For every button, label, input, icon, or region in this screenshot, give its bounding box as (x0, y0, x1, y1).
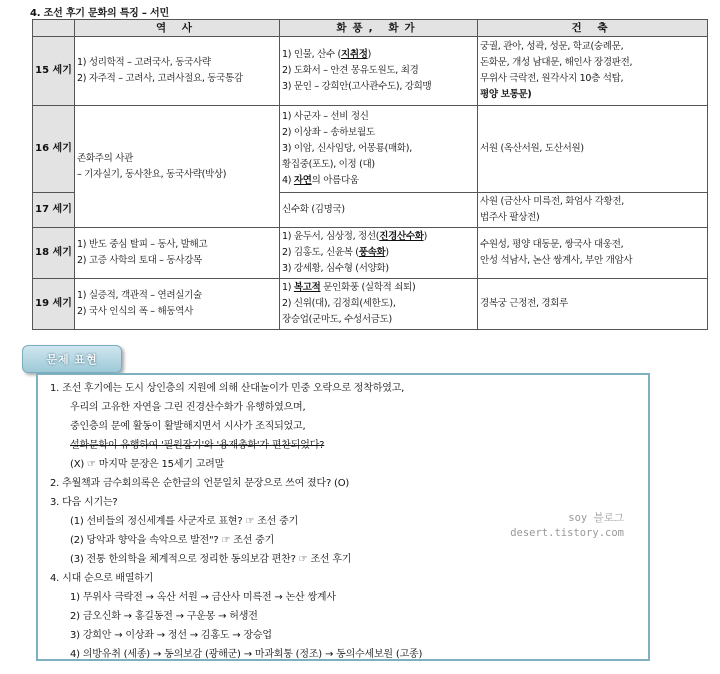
practice-line: 설화문학이 유행하여 '필원잡기'와 '용재총화'가 편찬되었다? (70, 440, 325, 451)
painting-text: 4) (282, 175, 294, 186)
painting-line (282, 296, 475, 312)
painting-line (282, 141, 475, 157)
century-cell: 19 세기 (33, 279, 75, 330)
header-painting: 화풍, 화가 (280, 20, 478, 37)
painting-text: 1) 인물, 산수 ( (282, 49, 341, 60)
history-line: 2) 자주적 – 고려사, 고려사절요, 동국통감 (77, 73, 243, 84)
history-cell (75, 37, 280, 106)
watermark-blog-url: desert.tistory.com (510, 527, 624, 539)
culture-table (32, 19, 708, 330)
history-cell (75, 228, 280, 279)
table-row (33, 228, 708, 279)
table-row (33, 279, 708, 330)
practice-line: 3) 강희안 → 이상좌 → 정선 → 김홍도 → 장승업 (70, 630, 272, 641)
painting-cell (280, 37, 478, 106)
emphasized-term: 자연 (293, 175, 312, 186)
painting-text: ) (367, 49, 372, 60)
practice-line: 1. 조선 후기에는 도시 상인층의 지원에 의해 산대놀이가 민중 오락으로 정착하였고, (50, 383, 405, 394)
painting-line (282, 229, 475, 245)
practice-line: 우리의 고유한 자연을 그린 진경산수화가 유행하였으며, (70, 402, 306, 413)
painting-cell (280, 106, 478, 193)
practice-line: 4. 시대 순으로 배열하기 (50, 573, 154, 584)
painting-line (282, 261, 475, 277)
painting-text: 문인화풍 (실학적 쇠퇴) (320, 282, 416, 293)
architecture-cell (478, 193, 708, 228)
table-row (33, 37, 708, 106)
header-architecture: 건 축 (478, 20, 708, 37)
painting-text: 신수화 (김명국) (282, 204, 345, 215)
practice-title-tab: 문제 표현 (22, 345, 122, 373)
emphasized-term: 진경산수화 (379, 231, 424, 242)
table-row (33, 106, 708, 193)
practice-line: 2. 추월책과 금수회의록은 순한글의 언문일치 문장으로 쓰여 졌다? (O) (50, 478, 350, 489)
painting-line (282, 173, 475, 189)
practice-line: (1) 선비들의 정신세계를 사군자로 표현? ☞ 조선 중기 (70, 516, 299, 527)
practice-line: 2) 금오신화 → 홍길동전 → 구운몽 → 허생전 (70, 611, 258, 622)
painting-cell (280, 228, 478, 279)
painting-line (282, 47, 475, 63)
architecture-cell (478, 37, 708, 106)
history-line: 존화주의 사관 (77, 152, 133, 164)
painting-line (282, 202, 475, 218)
painting-text: 3) 이암, 신사임당, 어몽룡(매화), (282, 143, 412, 154)
painting-text: 의 아름다움 (311, 175, 359, 186)
century-cell: 16 세기 (33, 106, 75, 193)
painting-cell (280, 193, 478, 228)
history-line: 1) 실증적, 객관적 – 연려실기술 (77, 290, 202, 301)
century-cell: 15 세기 (33, 37, 75, 106)
architecture-line: 평양 보통문) (480, 89, 532, 100)
practice-line: 4) 의방유취 (세종) → 동의보감 (광해군) → 마과회통 (정조) → 동의수세보원 (고종) (70, 649, 423, 660)
painting-text: 1) 윤두서, 심상정, 정선( (282, 231, 380, 242)
history-line: 2) 국사 인식의 폭 – 해동역사 (77, 306, 193, 317)
practice-line: 3. 다음 시기는? (50, 497, 118, 508)
architecture-line: 무위사 극락전, 원각사지 10층 석탑, (480, 73, 624, 84)
history-cell (75, 106, 280, 228)
painting-text: 황집중(포도), 이정 (대) (282, 159, 375, 170)
practice-line: (X) ☞ 마지막 문장은 15세기 고려말 (70, 459, 225, 470)
painting-text: 2) 도화서 – 안견 몽유도원도, 최경 (282, 65, 419, 76)
painting-line (282, 63, 475, 79)
architecture-cell (478, 279, 708, 330)
architecture-line: 안성 석남사, 논산 쌍계사, 부안 개암사 (480, 255, 633, 266)
architecture-line: 법주사 팔상전) (480, 212, 540, 223)
practice-line: (3) 전통 한의학을 체계적으로 정리한 동의보감 편찬? ☞ 조선 후기 (70, 554, 352, 565)
history-line: – 기자실기, 동사찬요, 동국사략(박상) (77, 168, 227, 180)
painting-text: ) (385, 247, 389, 258)
architecture-line: 수원성, 평양 대동문, 쌍국사 대웅전, (480, 239, 624, 250)
emphasized-term: 복고적 (293, 282, 321, 293)
history-line: 2) 고증 사학의 토대 – 동사강목 (77, 255, 202, 266)
century-cell: 17 세기 (33, 193, 75, 228)
watermark-blog-name: soy 블로그 (568, 512, 624, 524)
practice-line: 1) 무위사 극락전 → 옥산 서원 → 금산사 미륵전 → 논산 쌍계사 (70, 592, 336, 603)
painting-text: 장승업(군마도, 수성서금도) (282, 314, 392, 325)
painting-text: 1) (282, 282, 294, 293)
architecture-cell (478, 106, 708, 193)
header-history: 역 사 (75, 20, 280, 37)
practice-line: (2) 당악과 향악을 속악으로 발전"? ☞ 조선 중기 (70, 535, 275, 546)
architecture-cell (478, 228, 708, 279)
blog-watermark (510, 511, 624, 541)
painting-line (282, 79, 475, 95)
architecture-line: 돈화문, 개성 남대문, 해인사 장경판전, (480, 57, 633, 68)
painting-line (282, 280, 475, 296)
painting-line (282, 157, 475, 173)
architecture-line: 서원 (옥산서원, 도산서원) (480, 143, 584, 154)
header-corner (33, 20, 75, 37)
practice-line: 중인층의 문예 활동이 활발해지면서 시사가 조직되었고, (70, 421, 306, 432)
painting-text: ) (423, 231, 427, 242)
table-header-row (33, 20, 708, 37)
architecture-line: 사원 (금산사 미륵전, 화엄사 각황전, (480, 196, 625, 207)
painting-line (282, 109, 475, 125)
section-heading: 4. 조선 후기 문화의 특징 – 서민 (30, 8, 169, 19)
painting-line (282, 245, 475, 261)
emphasized-term: 풍속화 (358, 247, 386, 258)
painting-text: 2) 이상좌 – 송하보월도 (282, 127, 375, 138)
painting-text: 3) 강세황, 심수형 (서양화) (282, 263, 389, 274)
century-cell: 18 세기 (33, 228, 75, 279)
history-cell (75, 279, 280, 330)
architecture-line: 궁궐, 관아, 성곽, 성문, 학교(숭례문, (480, 41, 624, 52)
emphasized-term: 지취정 (340, 49, 368, 60)
painting-line (282, 312, 475, 328)
history-line: 1) 반도 중심 탈피 – 동사, 발해고 (77, 239, 208, 250)
painting-text: 2) 신위(대), 김정희(세한도), (282, 298, 396, 309)
painting-cell (280, 279, 478, 330)
history-line: 1) 성리학적 – 고려국사, 동국사략 (77, 57, 211, 68)
painting-text: 3) 문인 – 강희안(고사관수도), 강희맹 (282, 81, 432, 92)
painting-text: 1) 사군자 – 선비 정신 (282, 111, 369, 122)
painting-text: 2) 김홍도, 신윤복 ( (282, 247, 359, 258)
painting-line (282, 125, 475, 141)
architecture-line: 경복궁 근정전, 경회루 (480, 298, 569, 309)
